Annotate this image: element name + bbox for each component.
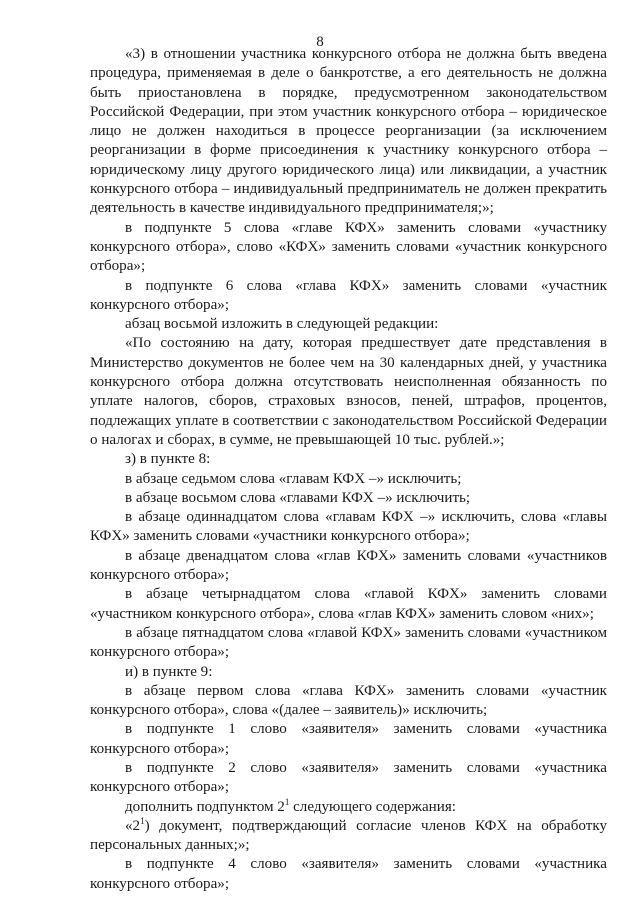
paragraph-14: в абзаце первом слова «глава КФХ» заменить словами «участник конкурсного отбора», слова «(далее – заявитель)» исключить; <box>90 682 607 719</box>
paragraph-7: в абзаце седьмом слова «главам КФХ –» исключить; <box>125 470 462 487</box>
paragraph-5: «По состоянию на дату, которая предшествует дате представления в Министерство документов не более чем на 30 календарных дней, у участника конкурсного отбора должна отсутствовать неисполненная обязанность по уплате налогов, сборов, страховых взносов, пеней, штрафов, процентов, подлежащих уплате в соответствии с законодательством Российской Федерации о налогах и сборах, в сумме, не превышающей 10 тыс. рублей.»; <box>90 335 607 448</box>
paragraph-8: в абзаце восьмом слова «главами КФХ –» исключить; <box>125 489 471 506</box>
paragraph-9: в абзаце одиннадцатом слова «главам КФХ –» исключить, слова «главы КФХ» заменить словами «участники конкурсного отбора»; <box>90 509 607 545</box>
paragraph-1: «3) в отношении участника конкурсного отбора не должна быть введена процедура, применяемая в деле о банкротстве, а его деятельность не должна быть приостановлена в порядке, предусмотренном законодательством Российской Федерации, при этом участник конкурсного отбора – юридическое лицо не должен находиться в процессе реорганизации (за исключением реорганизации в форме присоединения к участнику конкурсного отбора – юридическому лицу другого юридического лица) или ликвидации, а участник конкурсного отбора – индивидуальный предприниматель не должен прекратить деятельность в качестве индивидуального предпринимателя;»; <box>90 46 607 217</box>
paragraph-3: в подпункте 6 слова «глава КФХ» заменить словами «участник конкурсного отбора»; <box>90 277 607 313</box>
paragraph-18 <box>90 817 607 856</box>
paragraph-18-text-end: ) документ, подтверждающий согласие членов КФХ на обработку персональных данных;»; <box>90 817 607 854</box>
paragraph-15: в подпункте 1 слово «заявителя» заменить словами «участника конкурсного отбора»; <box>90 721 607 757</box>
paragraph-13: и) в пункте 9: <box>125 663 213 680</box>
superscript: 1 <box>284 796 290 807</box>
page-number: 8 <box>316 34 324 50</box>
paragraph-17-text: дополнить подпунктом 2 <box>125 798 285 815</box>
document-body <box>90 45 607 894</box>
paragraph-2: в подпункте 5 слова «главе КФХ» заменить словами «участнику конкурсного отбора», слово «КФХ» заменить словами «участник конкурсного отбора»; <box>90 219 607 275</box>
paragraph-10: в абзаце двенадцатом слова «глав КФХ» заменить словами «участников конкурсного отбора»; <box>90 547 607 584</box>
paragraph-19: в подпункте 4 слово «заявителя» заменить словами «участника конкурсного отбора»; <box>90 856 607 892</box>
paragraph-11: в абзаце четырнадцатом слова «главой КФХ» заменить словами «участником конкурсного отбора», слова «глав КФХ» заменить словом «них»; <box>90 586 607 622</box>
paragraph-16: в подпункте 2 слово «заявителя» заменить словами «участника конкурсного отбора»; <box>90 759 607 796</box>
paragraph-17 <box>90 798 607 817</box>
paragraph-6: з) в пункте 8: <box>125 451 211 468</box>
paragraph-12: в абзаце пятнадцатом слова «главой КФХ» заменить словами «участником конкурсного отбора»; <box>90 624 607 661</box>
paragraph-18-text: «2 <box>125 817 141 834</box>
superscript: 1 <box>140 815 145 826</box>
paragraph-17-text-end: следующего содержания: <box>289 798 456 815</box>
paragraph-4: абзац восьмой изложить в следующей редакции: <box>125 316 439 333</box>
